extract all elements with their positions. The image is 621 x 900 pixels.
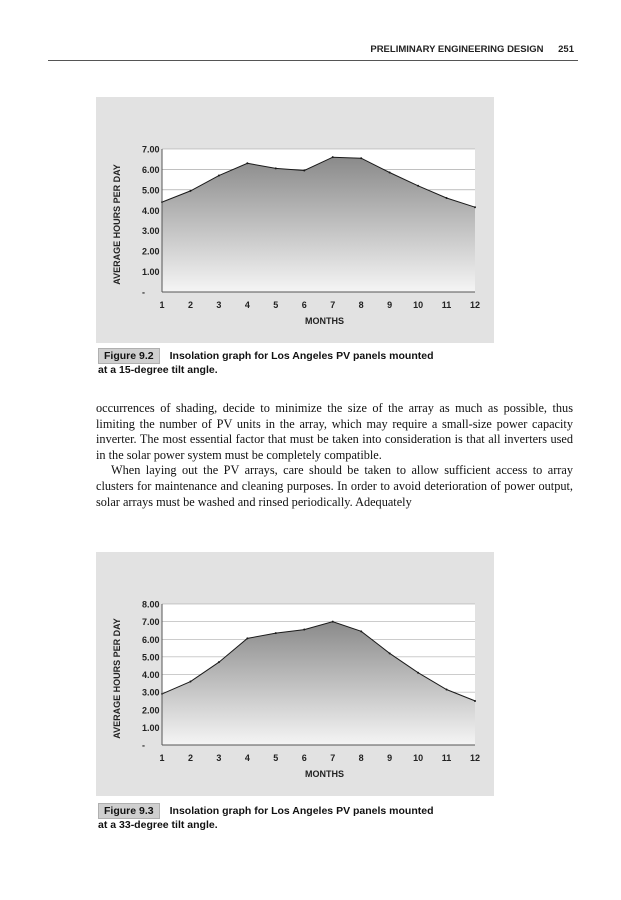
data-point bbox=[189, 190, 191, 192]
paragraph: occurrences of shading, decide to minimize the size of the array as much as possible, thus limiting the number of PV units in the array, which may require a small-size power capacity inverter. The most essential factor that must be taken into consideration is that all inverters used in the solar power system must be completely compatible. bbox=[96, 401, 573, 462]
page-number: 251 bbox=[558, 44, 574, 55]
x-tick-label: 3 bbox=[216, 753, 222, 763]
x-tick-label: 4 bbox=[244, 300, 250, 310]
y-tick-label: 7.00 bbox=[142, 144, 160, 155]
figure-9-2-panel bbox=[96, 97, 494, 343]
y-tick-label: 6.00 bbox=[142, 164, 160, 175]
data-point bbox=[474, 700, 476, 702]
data-point bbox=[417, 672, 419, 674]
x-tick-label: 12 bbox=[469, 753, 481, 763]
y-tick-label: - bbox=[142, 287, 145, 298]
y-tick-label: 4.00 bbox=[142, 205, 160, 216]
data-point bbox=[446, 197, 448, 199]
y-tick-label: 4.00 bbox=[142, 670, 160, 680]
paragraph: When laying out the PV arrays, care should be taken to allow sufficient access to array clusters for maintenance and cleaning purposes. In order to avoid deterioration of power output, solar arrays must be washed and rinsed periodically. Adequately bbox=[96, 463, 573, 509]
y-axis-title: AVERAGE HOURS PER DAY bbox=[112, 618, 122, 739]
y-tick-label: 5.00 bbox=[142, 652, 160, 663]
x-tick-label: 9 bbox=[387, 753, 393, 763]
x-tick-label: 1 bbox=[159, 753, 165, 763]
x-tick-label: 11 bbox=[441, 753, 452, 763]
x-axis-title: MONTHS bbox=[305, 769, 344, 779]
caption-text-continued: at a 33-degree tilt angle. bbox=[98, 819, 218, 831]
x-tick-label: 11 bbox=[441, 300, 452, 310]
data-point bbox=[218, 175, 220, 177]
x-tick-label: 9 bbox=[387, 300, 393, 310]
chart-figure-9-2 bbox=[96, 97, 494, 343]
x-tick-label: 7 bbox=[330, 753, 336, 763]
figure-label: Figure 9.2 bbox=[98, 348, 160, 364]
x-tick-label: 5 bbox=[273, 300, 279, 310]
figure-label: Figure 9.3 bbox=[98, 803, 160, 819]
data-point bbox=[474, 206, 476, 208]
x-tick-label: 6 bbox=[301, 753, 307, 763]
body-text bbox=[96, 401, 573, 510]
data-point bbox=[389, 171, 391, 173]
data-point bbox=[303, 169, 305, 171]
y-tick-label: 1.00 bbox=[142, 267, 160, 278]
data-point bbox=[389, 652, 391, 654]
running-header bbox=[48, 44, 578, 61]
y-tick-label: 5.00 bbox=[142, 185, 160, 196]
x-tick-label: 8 bbox=[358, 753, 364, 763]
data-point bbox=[303, 629, 305, 631]
data-point bbox=[332, 156, 334, 158]
x-tick-label: 10 bbox=[413, 753, 424, 763]
y-tick-label: 2.00 bbox=[142, 705, 160, 716]
data-point bbox=[360, 157, 362, 159]
x-tick-label: 2 bbox=[187, 753, 193, 763]
y-tick-label: 8.00 bbox=[142, 599, 160, 610]
y-tick-label: 1.00 bbox=[142, 722, 160, 733]
data-point bbox=[332, 621, 334, 623]
y-tick-label: 3.00 bbox=[142, 226, 160, 237]
x-tick-label: 3 bbox=[216, 300, 222, 310]
x-tick-label: 2 bbox=[187, 300, 193, 310]
caption-text-continued: at a 15-degree tilt angle. bbox=[98, 364, 218, 376]
figure-9-2-caption bbox=[98, 349, 518, 377]
data-point bbox=[446, 688, 448, 690]
y-tick-label: 3.00 bbox=[142, 687, 160, 698]
data-point bbox=[218, 661, 220, 663]
data-point bbox=[275, 167, 277, 169]
y-tick-label: 6.00 bbox=[142, 634, 160, 645]
running-title: PRELIMINARY ENGINEERING DESIGN bbox=[370, 44, 544, 55]
data-point bbox=[360, 630, 362, 632]
data-point bbox=[246, 162, 248, 164]
x-tick-label: 12 bbox=[469, 300, 481, 310]
figure-9-3-caption bbox=[98, 804, 518, 832]
x-tick-label: 6 bbox=[301, 300, 307, 310]
y-axis-title: AVERAGE HOURS PER DAY bbox=[112, 164, 122, 285]
x-tick-label: 8 bbox=[358, 300, 364, 310]
x-tick-label: 4 bbox=[244, 753, 250, 763]
data-point bbox=[417, 185, 419, 187]
data-point bbox=[275, 632, 277, 634]
x-tick-label: 1 bbox=[159, 300, 165, 310]
data-point bbox=[189, 681, 191, 683]
caption-text: Insolation graph for Los Angeles PV panels mounted bbox=[169, 350, 434, 362]
figure-9-3-panel bbox=[96, 552, 494, 796]
y-tick-label: 7.00 bbox=[142, 617, 160, 628]
x-axis-title: MONTHS bbox=[305, 316, 344, 326]
x-tick-label: 5 bbox=[273, 753, 279, 763]
data-point bbox=[246, 637, 248, 639]
y-tick-label: - bbox=[142, 740, 145, 751]
x-tick-label: 7 bbox=[330, 300, 336, 310]
caption-text: Insolation graph for Los Angeles PV panels mounted bbox=[169, 805, 434, 817]
chart-figure-9-3 bbox=[96, 552, 494, 796]
x-tick-label: 10 bbox=[413, 300, 424, 310]
y-tick-label: 2.00 bbox=[142, 246, 160, 257]
